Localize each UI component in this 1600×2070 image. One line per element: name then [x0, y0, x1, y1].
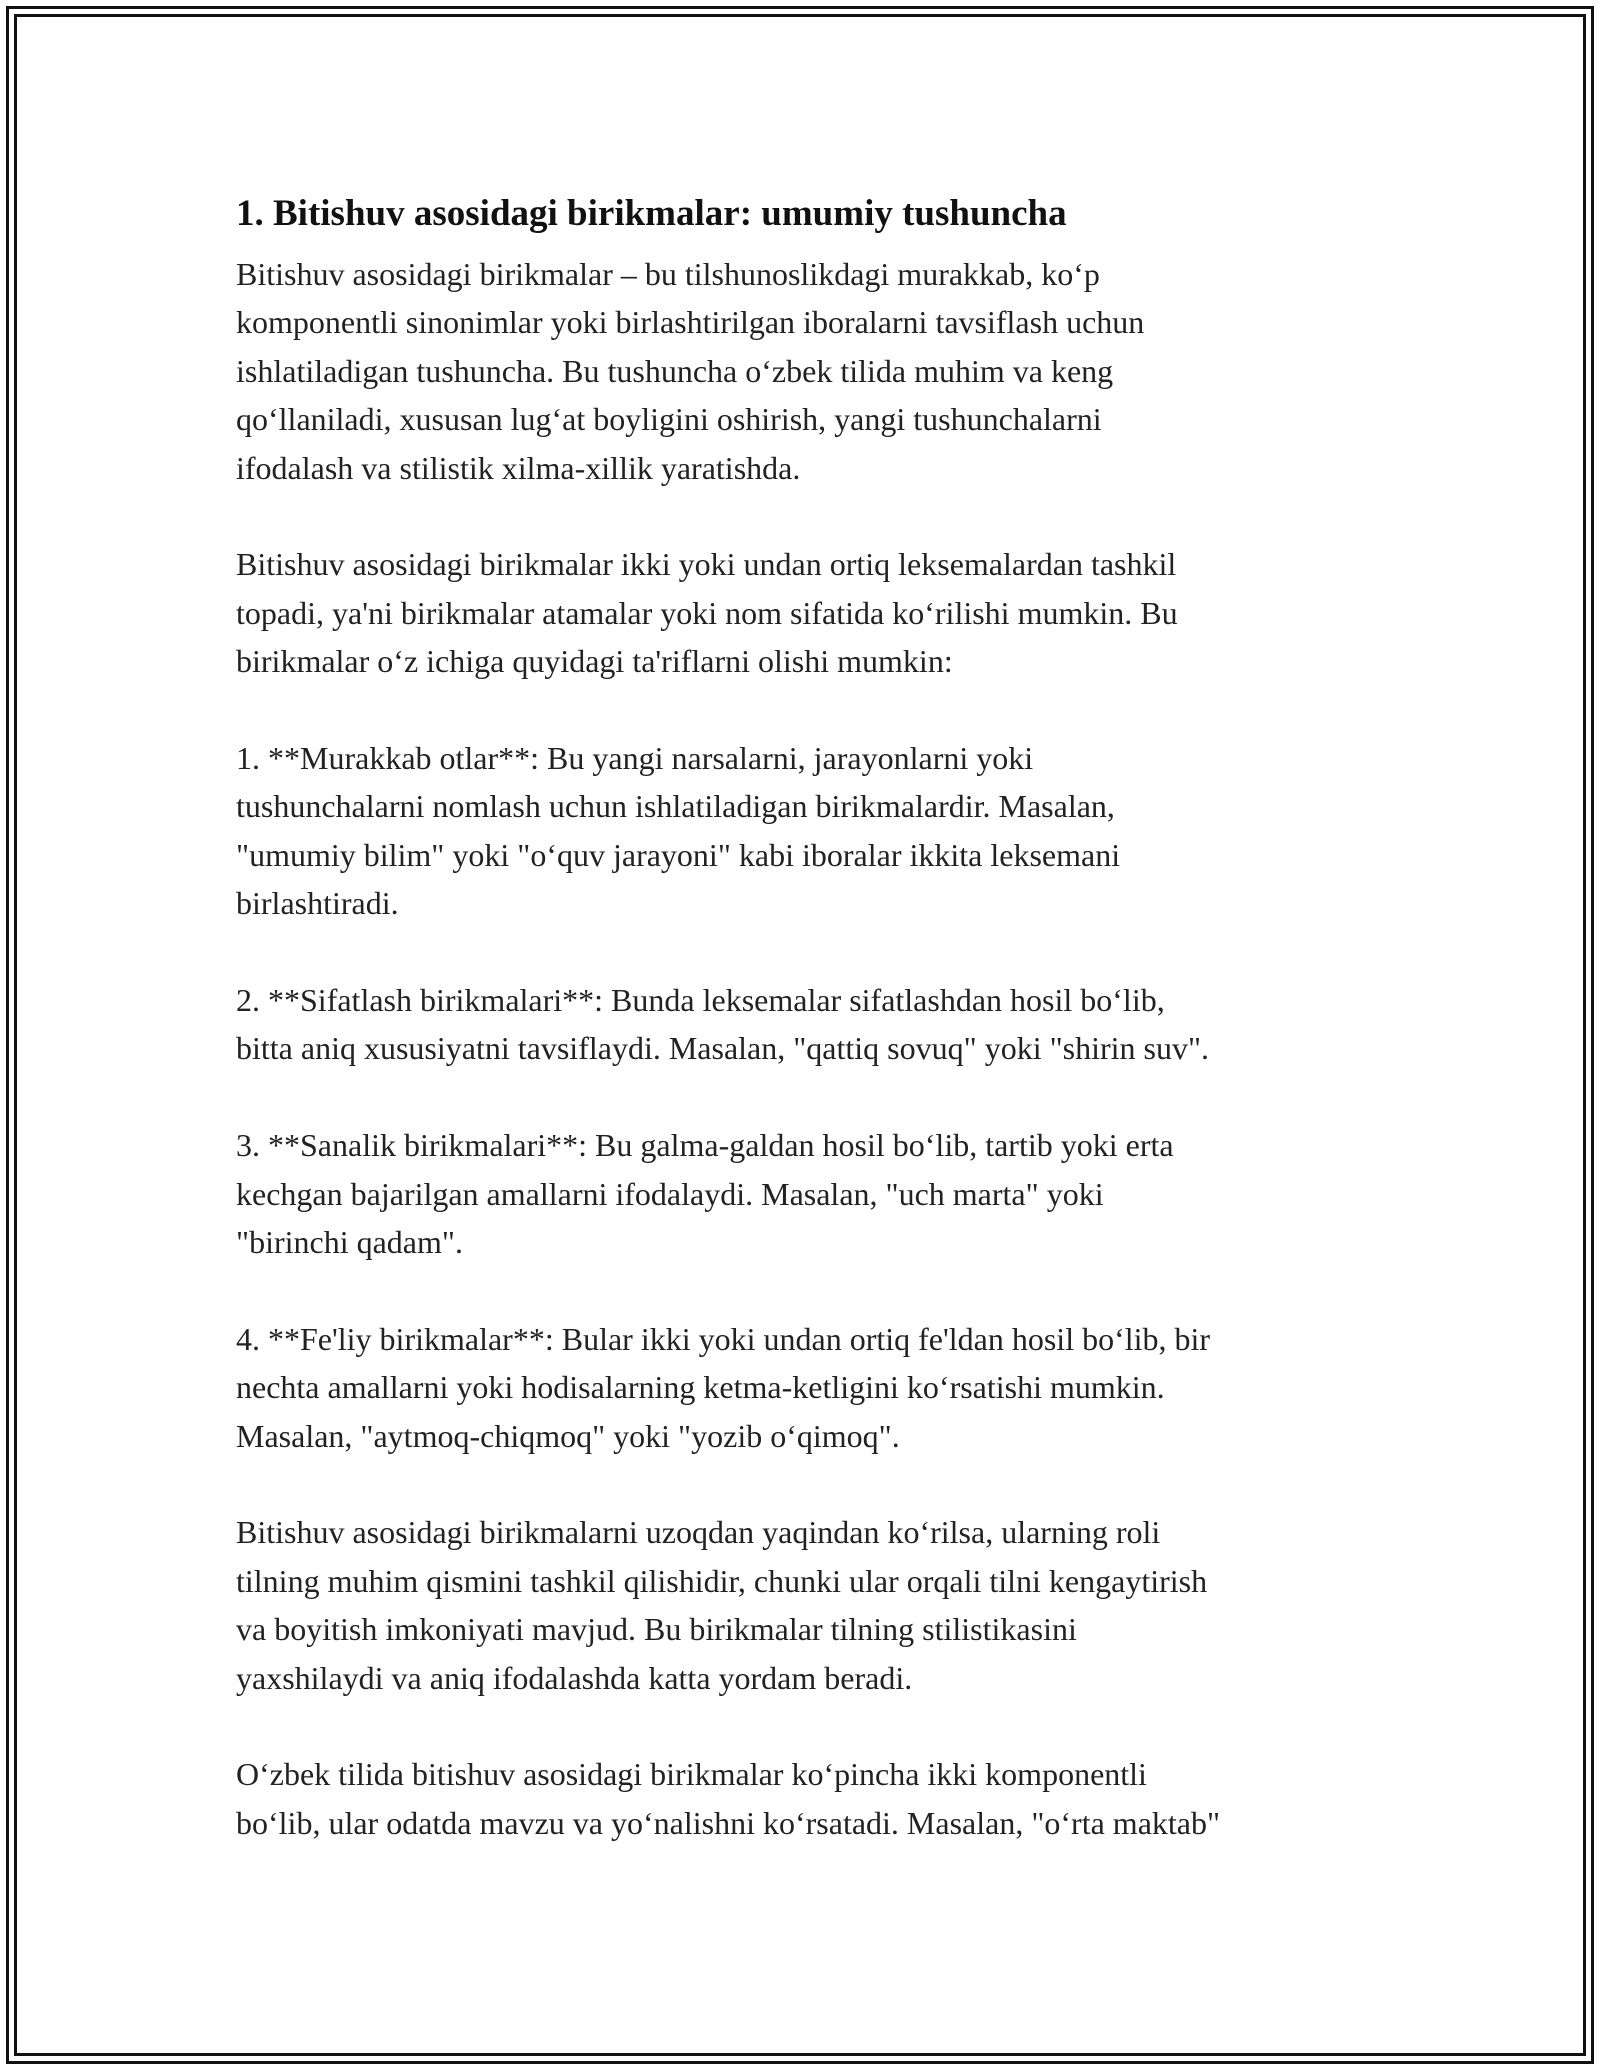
text-line: ishlatiladigan tushuncha. Bu tushuncha o‘zbek tilida muhim va keng [236, 352, 1114, 389]
section-heading: 1. Bitishuv asosidagi birikmalar: umumiy tushuncha [236, 193, 1067, 234]
list-item-verbal [236, 1315, 1386, 1460]
list-item-compound-nouns [236, 734, 1386, 928]
text-line: 4. **Fe'liy birikmalar**: Bular ikki yoki undan ortiq fe'ldan hosil bo‘lib, bir [236, 1320, 1211, 1357]
text-line: komponentli sinonimlar yoki birlashtirilgan iboralarni tavsiflash uchun [236, 304, 1145, 341]
text-line: 2. **Sifatlash birikmalari**: Bunda leksemalar sifatlashdan hosil bo‘lib, [236, 982, 1165, 1019]
text-line: Bitishuv asosidagi birikmalar – bu tilshunoslikdagi murakkab, ko‘p [236, 256, 1100, 292]
text-line: yaxshilaydi va aniq ifodalashda katta yordam beradi. [236, 1659, 913, 1696]
text-line: Bitishuv asosidagi birikmalar ikki yoki undan ortiq leksemalardan tashkil [236, 546, 1177, 583]
text-line: birlashtiradi. [236, 885, 399, 922]
text-line: 1. **Murakkab otlar**: Bu yangi narsalarni, jarayonlarni yoki [236, 740, 1034, 777]
text-line: Bitishuv asosidagi birikmalarni uzoqdan yaqindan ko‘rilsa, ularning roli [236, 1514, 1161, 1551]
document-body [236, 190, 1386, 1896]
text-line: va boyitish imkoniyati mavjud. Bu birikmalar tilning stilistikasini [236, 1611, 1077, 1648]
text-line: topadi, ya'ni birikmalar atamalar yoki nom sifatida ko‘rilishi mumkin. Bu [236, 594, 1178, 631]
text-line: "birinchi qadam". [236, 1224, 463, 1261]
text-line: Masalan, "aytmoq-chiqmoq" yoki "yozib o‘qimoq". [236, 1417, 900, 1454]
text-line: O‘zbek tilida bitishuv asosidagi birikmalar ko‘pincha ikki komponentli [236, 1756, 1147, 1793]
paragraph-role [236, 1508, 1386, 1702]
paragraph-definition [236, 250, 1386, 492]
paragraph-uzbek-usage [236, 1750, 1386, 1847]
text-line: qo‘llaniladi, xususan lug‘at boyligini oshirish, yangi tushunchalarni [236, 401, 1102, 438]
text-line: nechta amallarni yoki hodisalarning ketma-ketligini ko‘rsatishi mumkin. [236, 1369, 1165, 1406]
text-line: kechgan bajarilgan amallarni ifodalaydi. Masalan, "uch marta" yoki [236, 1175, 1104, 1212]
text-line: tilning muhim qismini tashkil qilishidir, chunki ular orqali tilni kengaytirish [236, 1562, 1208, 1599]
text-line: ifodalash va stilistik xilma-xillik yaratishda. [236, 449, 801, 486]
paragraph-composition [236, 540, 1386, 685]
list-item-numeral [236, 1121, 1386, 1266]
text-line: bo‘lib, ular odatda mavzu va yo‘nalishni ko‘rsatadi. Masalan, "o‘rta maktab" [236, 1804, 1221, 1841]
text-line: bitta aniq xususiyatni tavsiflaydi. Masalan, "qattiq sovuq" yoki "shirin suv". [236, 1030, 1210, 1067]
text-line: 3. **Sanalik birikmalari**: Bu galma-galdan hosil bo‘lib, tartib yoki erta [236, 1127, 1174, 1164]
text-line: tushunchalarni nomlash uchun ishlatiladigan birikmalardir. Masalan, [236, 788, 1115, 825]
text-line: birikmalar o‘z ichiga quyidagi ta'riflarni olishi mumkin: [236, 643, 953, 680]
list-item-attributive [236, 976, 1386, 1073]
text-line: "umumiy bilim" yoki "o‘quv jarayoni" kabi iboralar ikkita leksemani [236, 836, 1121, 873]
